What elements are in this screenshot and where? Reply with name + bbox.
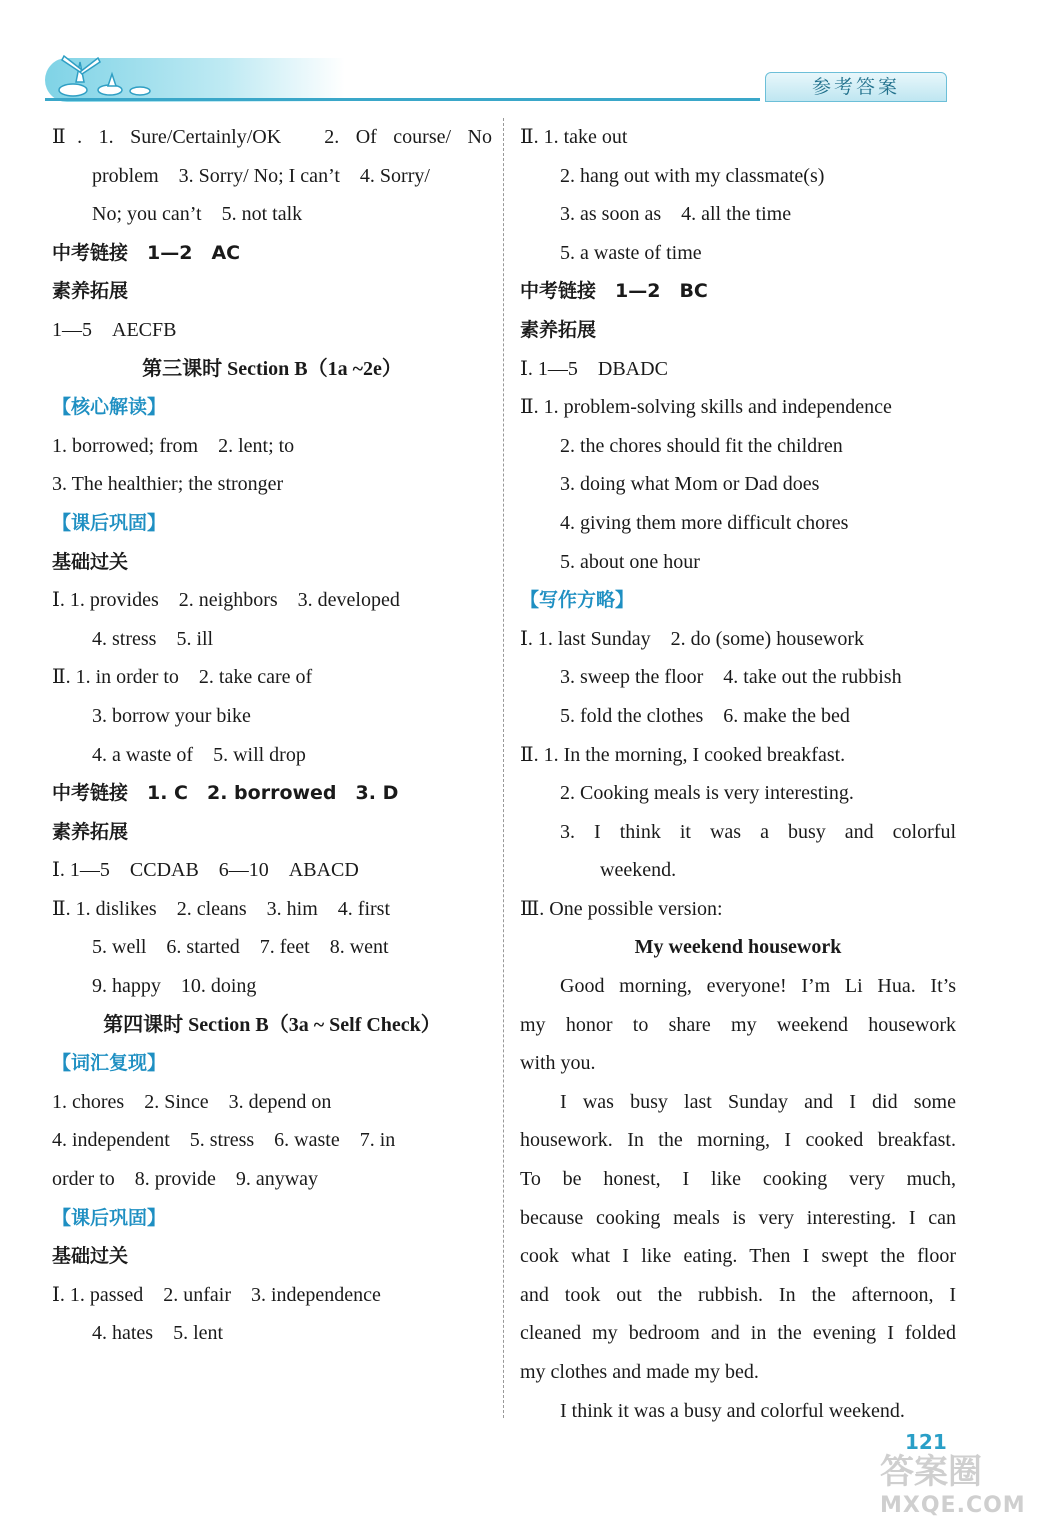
answer-line: 素养拓展 bbox=[52, 820, 129, 843]
answer-line: 【核心解读】 bbox=[52, 396, 167, 419]
answer-line: 中考链接 1—2 AC bbox=[52, 241, 241, 264]
answer-line: 中考链接 1—2 BC bbox=[520, 280, 708, 303]
answer-line: 3. sweep the floor 4. take out the rubbish bbox=[560, 666, 902, 689]
answer-line: 5. well 6. started 7. feet 8. went bbox=[92, 936, 389, 959]
watermark-url: MXQE.COM bbox=[880, 1493, 1026, 1518]
answer-line: Ⅰ. 1. provides 2. neighbors 3. developed bbox=[52, 589, 400, 612]
column-divider bbox=[503, 118, 504, 1418]
answer-line: 基础过关 bbox=[52, 550, 129, 573]
answer-line: 4. hates 5. lent bbox=[92, 1322, 224, 1345]
answer-line: with you. bbox=[520, 1052, 596, 1075]
answer-line: 【课后巩固】 bbox=[52, 1206, 167, 1229]
answer-line: 5. about one hour bbox=[560, 550, 700, 573]
answer-line: 5. a waste of time bbox=[560, 241, 702, 264]
answer-line: my clothes and made my bed. bbox=[520, 1361, 759, 1383]
right-column bbox=[520, 118, 956, 1430]
answer-line: To be honest, I like cooking very much, bbox=[520, 1168, 956, 1191]
answer-line: 5. fold the clothes 6. make the bed bbox=[560, 704, 850, 727]
answer-line: 3. borrow your bike bbox=[92, 704, 251, 727]
answer-line: because cooking meals is very interesting. I can bbox=[520, 1206, 956, 1229]
answer-line: Ⅱ. 1. problem-solving skills and independence bbox=[520, 396, 892, 419]
answer-line: 第四课时 Section B（3a ~ Self Check） bbox=[103, 1013, 441, 1036]
answer-line: 4. giving them more difficult chores bbox=[560, 511, 849, 534]
left-column bbox=[52, 118, 492, 1353]
answer-line: 4. a waste of 5. will drop bbox=[92, 743, 306, 766]
windmill-logo-icon bbox=[48, 52, 158, 100]
answer-line: Ⅱ. 1. in order to 2. take care of bbox=[52, 666, 313, 689]
answer-line: 1—5 AECFB bbox=[52, 318, 177, 341]
header-rule bbox=[45, 98, 760, 101]
watermark bbox=[880, 1452, 1040, 1525]
answer-line: Ⅱ. 1. take out bbox=[520, 126, 628, 148]
watermark-text: 答案圈 bbox=[880, 1452, 982, 1492]
answer-line: 4. stress 5. ill bbox=[92, 627, 214, 650]
answer-line: 4. independent 5. stress 6. waste 7. in bbox=[52, 1129, 396, 1152]
answer-line: and took out the rubbish. In the afternoon, I bbox=[520, 1283, 956, 1306]
answer-line: weekend. bbox=[600, 859, 677, 882]
answer-line: order to 8. provide 9. anyway bbox=[52, 1168, 319, 1191]
answer-line: 基础过关 bbox=[52, 1245, 129, 1268]
answer-line: Ⅰ. 1. passed 2. unfair 3. independence bbox=[52, 1283, 381, 1306]
answer-line: I was busy last Sunday and I did some bbox=[560, 1090, 956, 1113]
answer-line: Ⅲ. One possible version: bbox=[520, 897, 723, 920]
answer-line: Good morning, everyone! I’m Li Hua. It’s bbox=[560, 975, 956, 998]
answer-line: 2. Cooking meals is very interesting. bbox=[560, 782, 854, 805]
answer-line: 3. The healthier; the stronger bbox=[52, 473, 284, 496]
answer-line: 【写作方略】 bbox=[520, 589, 635, 612]
answer-line: 3. as soon as 4. all the time bbox=[560, 203, 792, 226]
answer-line: My weekend housework bbox=[634, 936, 842, 959]
answer-line: 2. hang out with my classmate(s) bbox=[560, 164, 825, 187]
answer-line: cook what I like eating. Then I swept the floor bbox=[520, 1245, 956, 1268]
answer-line: 素养拓展 bbox=[52, 280, 129, 303]
answer-line: Ⅱ. 1. Sure/Certainly/OK 2. Of course/ No bbox=[52, 126, 492, 148]
answer-line: 第三课时 Section B（1a ~2e） bbox=[142, 357, 402, 380]
answer-line: 1. chores 2. Since 3. depend on bbox=[52, 1090, 332, 1113]
answer-line: Ⅰ. 1. last Sunday 2. do (some) housework bbox=[520, 627, 864, 650]
answer-line: 9. happy 10. doing bbox=[92, 975, 257, 998]
answer-line: 2. the chores should fit the children bbox=[560, 434, 843, 457]
answer-line: 1. borrowed; from 2. lent; to bbox=[52, 434, 295, 457]
answer-line: Ⅱ. 1. In the morning, I cooked breakfast. bbox=[520, 743, 846, 766]
answer-line: Ⅱ. 1. dislikes 2. cleans 3. him 4. first bbox=[52, 897, 391, 920]
answer-line: No; you can’t 5. not talk bbox=[92, 203, 303, 226]
answer-line: 素养拓展 bbox=[520, 318, 597, 341]
page-header bbox=[0, 0, 1049, 110]
section-tab: 参考答案 bbox=[765, 72, 947, 102]
answer-line: I think it was a busy and colorful weekend. bbox=[560, 1399, 905, 1422]
answer-line: 3. I think it was a busy and colorful bbox=[560, 820, 956, 843]
answer-line: 【课后巩固】 bbox=[52, 511, 167, 534]
page-number: 121 bbox=[905, 1430, 947, 1454]
answer-line: 【词汇复现】 bbox=[52, 1052, 167, 1075]
answer-line: 中考链接 1. C 2. borrowed 3. D bbox=[52, 782, 399, 805]
answer-line: problem 3. Sorry/ No; I can’t 4. Sorry/ bbox=[92, 164, 430, 187]
answer-line: my honor to share my weekend housework bbox=[520, 1013, 956, 1036]
answer-line: Ⅰ. 1—5 CCDAB 6—10 ABACD bbox=[52, 859, 359, 882]
answer-line: Ⅰ. 1—5 DBADC bbox=[520, 357, 668, 380]
answer-line: cleaned my bedroom and in the evening I folded bbox=[520, 1322, 956, 1345]
answer-line: 3. doing what Mom or Dad does bbox=[560, 473, 820, 496]
answer-line: housework. In the morning, I cooked breakfast. bbox=[520, 1129, 956, 1152]
